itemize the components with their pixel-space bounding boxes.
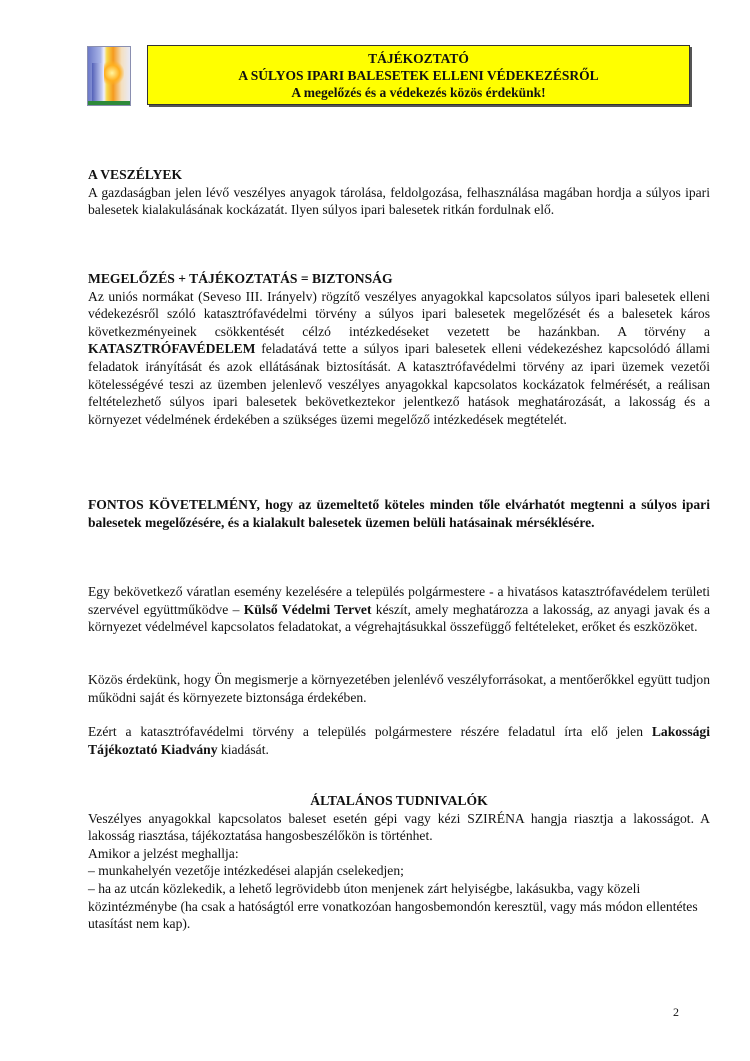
list-item: – munkahelyén vezetője intézkedései alapján cselekedjen; — [88, 863, 404, 879]
emphasis-lakossagi-tajekoztato: Lakossági Tájékoztató Kiadvány — [88, 724, 710, 757]
section-veszelyek — [88, 166, 710, 219]
section-heading: ÁLTALÁNOS TUDNIVALÓK — [310, 793, 488, 808]
section-heading: A VESZÉLYEK — [88, 167, 183, 182]
section-ezert: Ezért a katasztrófavédelmi törvény a település polgármestere részére feladatul írta elő jelen Lakossági Tájékoztató Kiadvány kiadását. — [88, 724, 710, 757]
section-body: Az uniós normákat (Seveso III. Irányelv) rögzítő veszélyes anyagokkal kapcsolatos súlyos ipari balesetek elleni védekezésről szóló katasztrófavédelmi törvény a súlyos ipari balesetek megelőzését és a balesetek káros következményeinek csökkentését célzó intézkedéseket vezetett be hazánkban. A törvény a KATASZTRÓFAVÉDELEM feladatává tette a súlyos ipari balesetek elleni védekezéshez kapcsolódó állami feladatok irányítását és azok ellátásának biztosítását. A katasztrófavédelmi törvény az ipari üzemek vezetői kötelességévé teszi az üzemben jelenlevő veszélyes anyagokkal kapcsolatos kockázatok felmérését, a reálisan feltételezhető súlyos ipari balesetek bekövetkeztekor jelentkező hatások meghatározását, a lakosság és a környezet védelmének érdekében a szükséges üzemi megelőző intézkedések megtételét. — [88, 288, 710, 427]
banner-slogan: A megelőzés és a védekezés közös érdekünk! — [291, 85, 546, 100]
section-heading: MEGELŐZÉS + TÁJÉKOZTATÁS = BIZTONSÁG — [88, 271, 393, 286]
page-number: 2 — [673, 1005, 679, 1019]
emphasis-kulso-vedelmi-terv: Külső Védelmi Tervet — [243, 601, 372, 617]
banner-title: TÁJÉKOZTATÓ — [368, 51, 469, 66]
requirement-text: FONTOS KÖVETELMÉNY, hogy az üzemeltető köteles minden tőle elvárhatót megtenni a súlyos ipari balesetek megelőzésére, és a kialakult balesetek üzemen belüli hatásainak mérséklésére. — [88, 497, 710, 530]
industrial-explosion-logo-icon — [87, 46, 131, 106]
section-kulso-vedelmi-terv: Egy bekövetkező váratlan esemény kezelésére a település polgármestere - a hivatásos katasztrófavédelem területi szervével együttműködve – Külső Védelmi Tervet készít, amely meghatározza a lakosság, az anyagi javak és a környezet védelmével kapcsolatos feladatokat, a végrehajtásukkal összefüggő feltételeket, erőket és eszközöket. — [88, 584, 710, 635]
banner-subtitle: A SÚLYOS IPARI BALESETEK ELLENI VÉDEKEZÉSRŐL — [238, 68, 599, 83]
section-altalanos: ÁLTALÁNOS TUDNIVALÓK Veszélyes anyagokkal kapcsolatos baleset esetén gépi vagy kézi SZIRÉNA hangja riasztja a lakosságot. A lakosság riasztása, tájékoztatása hangosbeszélőkön is történhet. Amikor a jelzést meghallja: – munkahelyén vezetője intézkedései alapján cselekedjen; – ha az utcán közlekedik, a lehető legrövidebb úton menjenek zárt helyiségbe, lakásukba, vagy közeli közintézménybe (ha csak a hatóságtól erre vonatkozóan hangosbemondón keresztül, vagy más módon ellentétes utasítást nem kap). — [88, 793, 710, 932]
logo-ground — [88, 101, 130, 105]
emphasis-katasztrofavedelem: KATASZTRÓFAVÉDELEM — [88, 341, 256, 357]
section-fontos — [88, 496, 710, 531]
logo-wall — [92, 63, 102, 101]
logo-flash — [104, 61, 124, 85]
section-kozos: Közös érdekünk, hogy Ön megismerje a környezetében jelenlévő veszélyforrásokat, a mentőerőkkel együtt tudjon működni saját és környezete biztonsága érdekében. — [88, 672, 710, 705]
list-item: – ha az utcán közlekedik, a lehető legrövidebb úton menjenek zárt helyiségbe, lakásukba, vagy közeli közintézménybe (ha csak a hatóságtól erre vonatkozóan hangosbemondón keresztül, vagy más módon ellentétes utasítást nem kap). — [88, 880, 698, 932]
section-megelozes — [88, 270, 710, 428]
title-banner — [147, 45, 690, 105]
section-body: A gazdaságban jelen lévő veszélyes anyagok tárolása, feldolgozása, felhasználása magában hordja a súlyos ipari balesetek kialakulásának kockázatát. Ilyen súlyos ipari balesetek ritkán fordulnak elő. — [88, 184, 710, 218]
